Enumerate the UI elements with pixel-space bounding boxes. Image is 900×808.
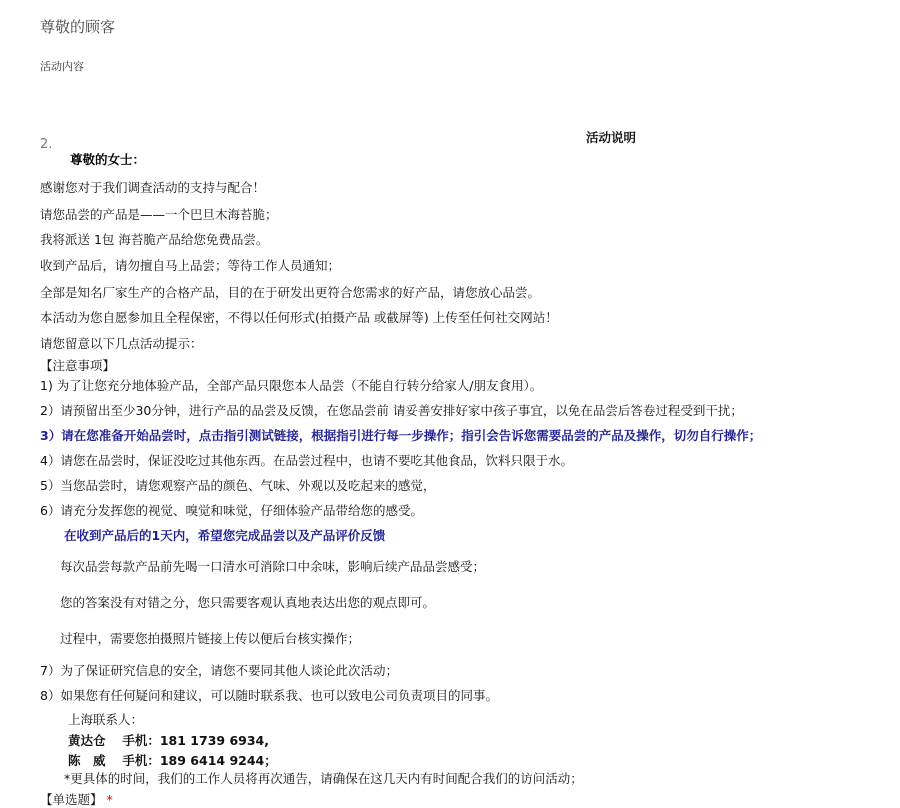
rule-2: 2）请预留出至少30分钟，进行产品的品尝及反馈，在您品尝前 请妥善安排好家中孩子事宜，以免在品尝后答卷过程受到干扰；: [40, 403, 743, 418]
intro-line: 收到产品后，请勿擅自马上品尝；等待工作人员通知；: [40, 258, 341, 273]
rule-6-tip: 每次品尝每款产品前先喝一口清水可消除口中余味，影响后续产品品尝感受；: [60, 559, 486, 574]
intro-line: 本活动为您自愿参加且全程保密，不得以任何形式(拍摄产品 或截屏等) 上传至任何社交网站！: [40, 310, 558, 325]
intro-line: 感谢您对于我们调查活动的支持与配合！: [40, 180, 266, 195]
contacts-heading: 上海联系人：: [68, 712, 144, 727]
required-mark: *: [106, 792, 113, 807]
rule-7: 7）为了保证研究信息的安全，请您不要同其他人谈论此次活动；: [40, 663, 398, 678]
rule-6: 6）请充分发挥您的视觉、嗅觉和味觉，仔细体验产品带给您的感受。: [40, 503, 423, 518]
rule-4: 4）请您在品尝时，保证没吃过其他东西。在品尝过程中，也请不要吃其他食品，饮料只限于水。: [40, 453, 573, 468]
intro-line: 全部是知名厂家生产的合格产品，目的在于研发出更符合您需求的好产品，请您放心品尝。: [40, 285, 541, 300]
rule-1: 1) 为了让您充分地体验产品，全部产品只限您本人品尝（不能自行转分给家人/朋友食用）。: [40, 378, 543, 393]
rule-6-tip: 您的答案没有对错之分，您只需要客观认真地表达出您的观点即可。: [60, 595, 436, 610]
rule-5: 5）当您品尝时，请您观察产品的颜色、气味、外观以及吃起来的感觉，: [40, 478, 436, 493]
rule-6-tip: 过程中，需要您拍摄照片链接上传以便后台核实操作；: [60, 631, 361, 646]
contact-1: 黄达仓 手机：181 1739 6934,: [68, 733, 269, 748]
contact-2: 陈 威 手机：189 6414 9244；: [68, 753, 277, 768]
contacts-note: *更具体的时间，我们的工作人员将再次通告，请确保在这几天内有时间配合我们的访问活动；: [64, 771, 583, 786]
intro-line: 我将派送 1包 海苔脆产品给您免费品尝。: [40, 232, 269, 247]
rule-6-deadline: 在收到产品后的1天内，希望您完成品尝以及产品评价反馈: [64, 528, 386, 543]
single-choice-label: 【单选题】: [40, 792, 103, 807]
question-number: 2.: [40, 137, 53, 152]
intro-line: 请您留意以下几点活动提示：: [40, 336, 203, 351]
rule-3: 3）请在您准备开始品尝时，点击指引测试链接，根据指引进行每一步操作；指引会告诉您需要品尝的产品及操作，切勿自行操作；: [40, 428, 762, 443]
next-question-label: [40, 790, 113, 808]
activity-content-label: 活动内容: [40, 60, 84, 73]
greeting-heading: 尊敬的顾客: [40, 18, 116, 36]
intro-line: 请您品尝的产品是——一个巴旦木海苔脆；: [40, 207, 278, 222]
salutation: 尊敬的女士：: [70, 152, 146, 167]
question-title: 活动说明: [586, 130, 637, 145]
rule-8: 8）如果您有任何疑问和建议，可以随时联系我、也可以致电公司负责项目的同事。: [40, 688, 498, 703]
notice-header: 【注意事项】: [40, 358, 116, 373]
